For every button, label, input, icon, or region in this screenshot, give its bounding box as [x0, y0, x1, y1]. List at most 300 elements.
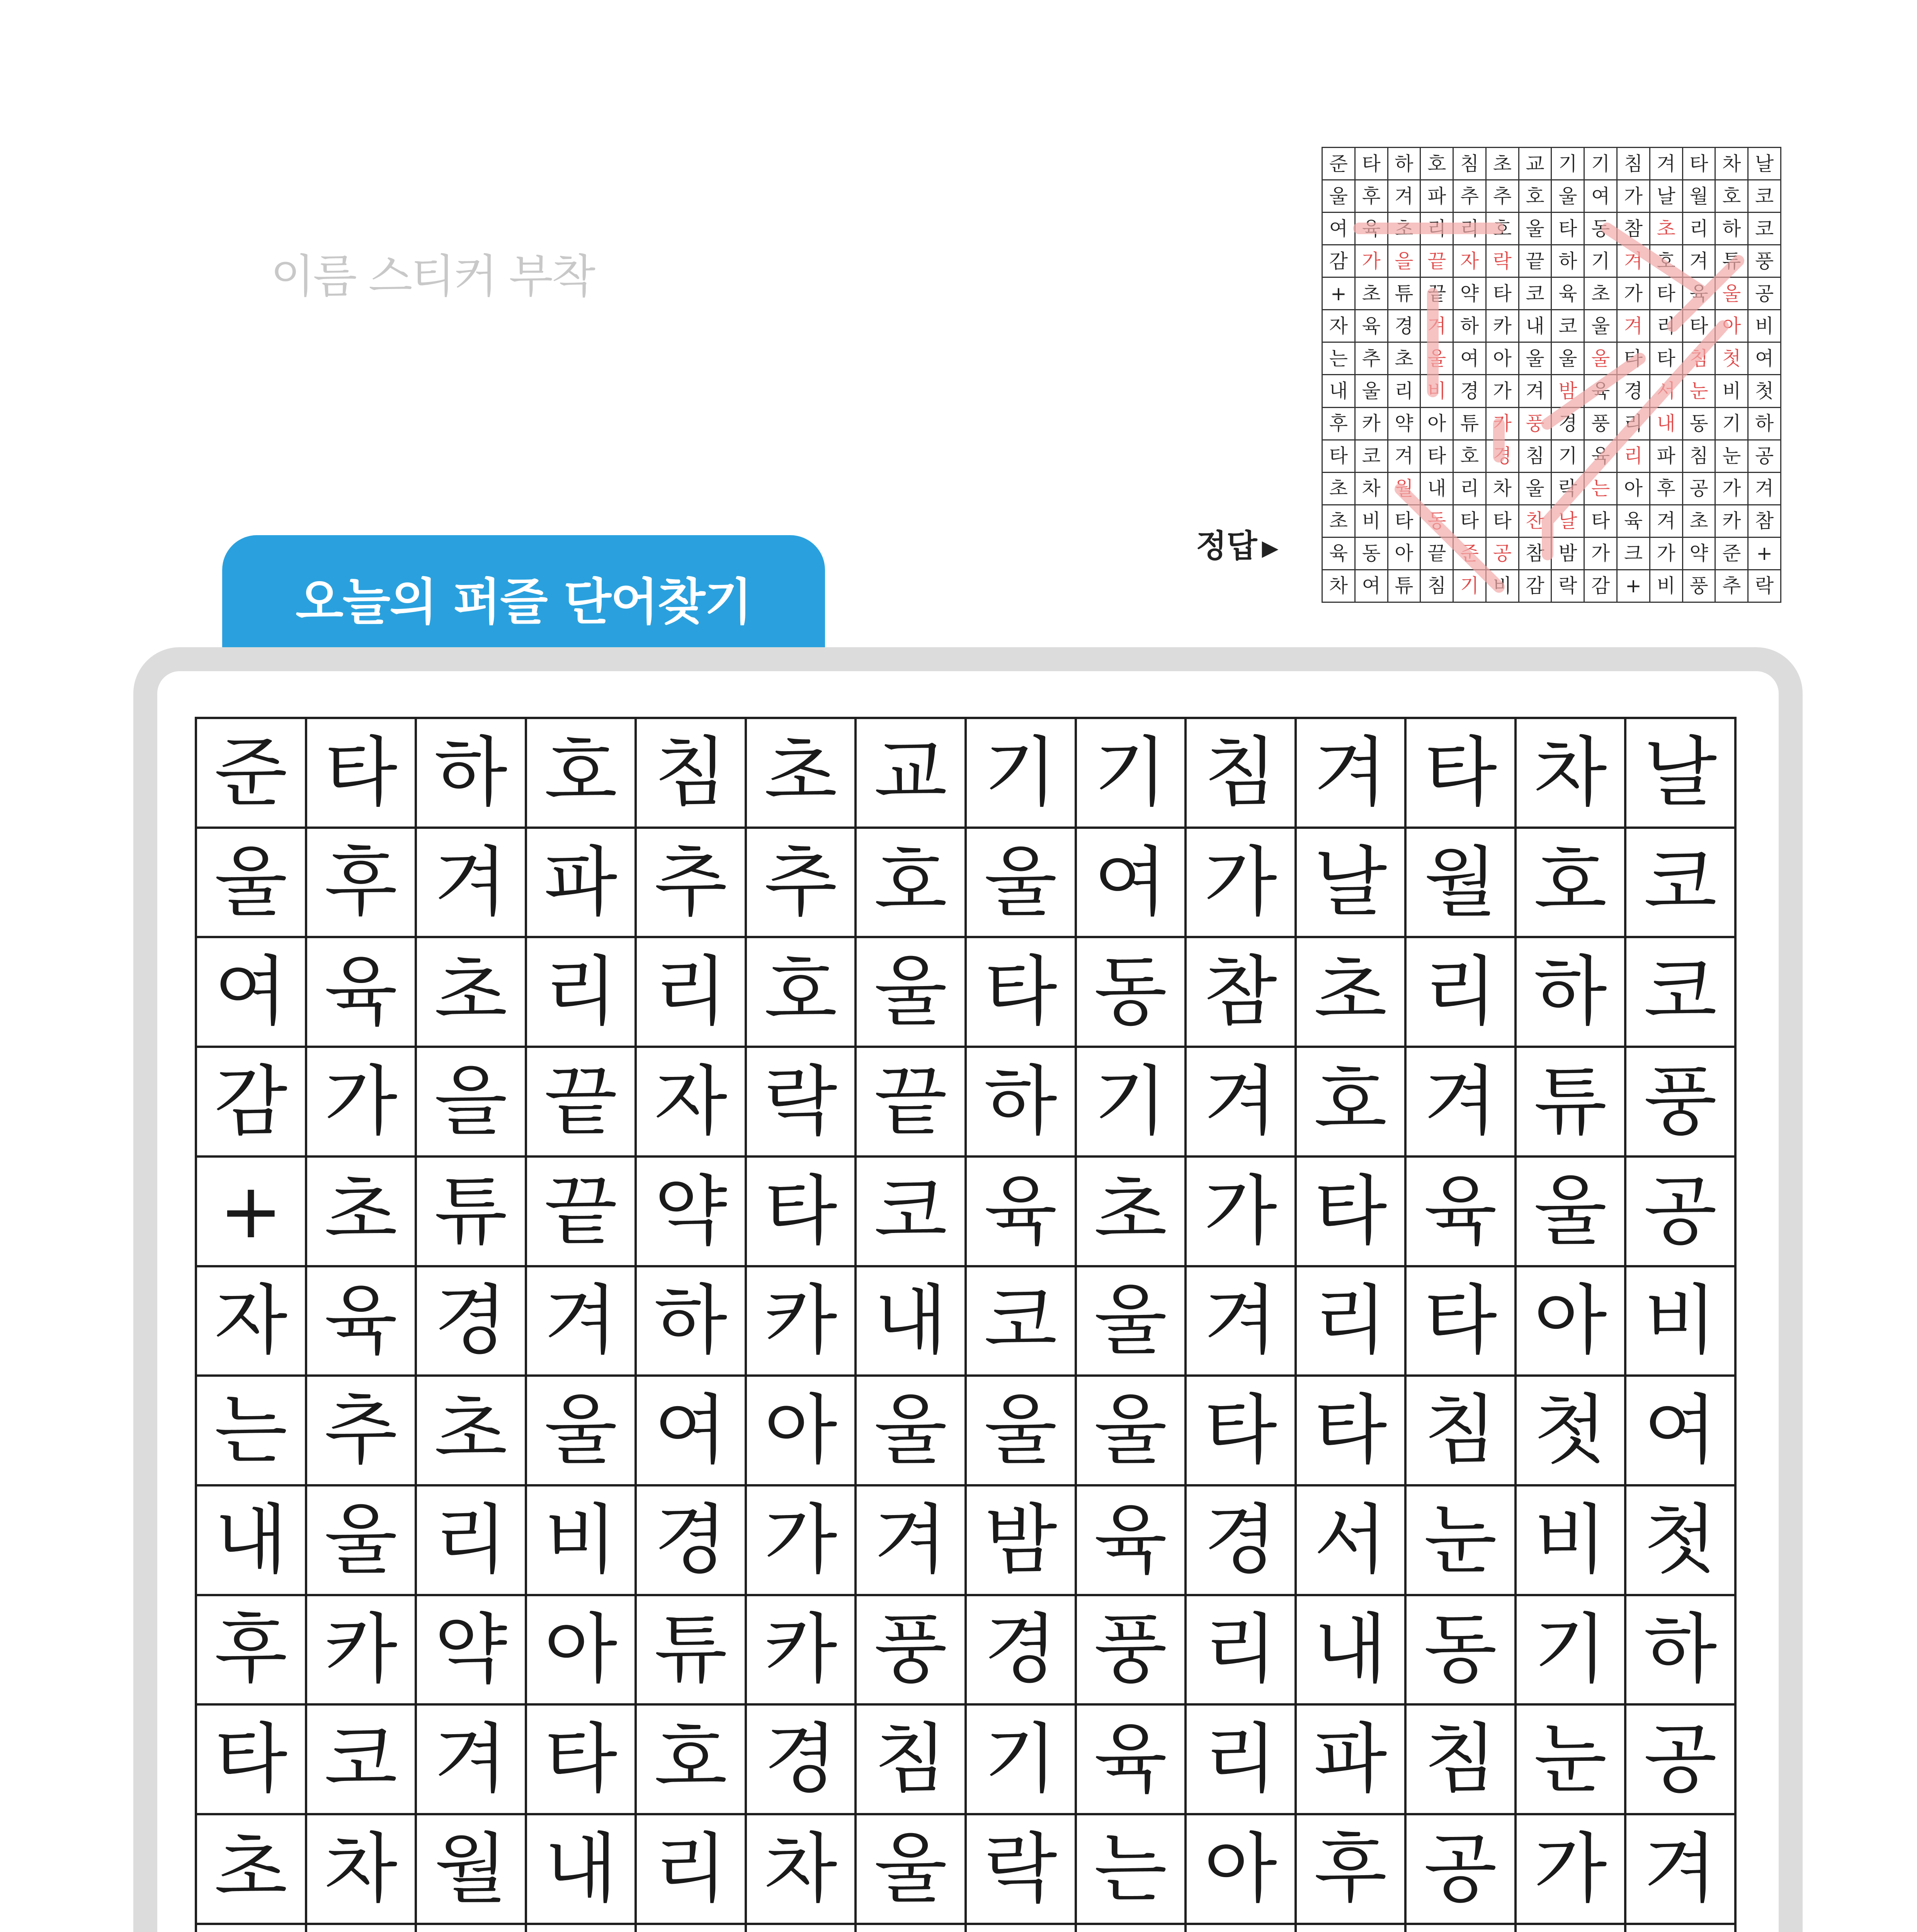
- grid-cell: 밤: [966, 1485, 1076, 1595]
- grid-row: [196, 1924, 1735, 1932]
- grid-cell: 겨: [1186, 1266, 1296, 1376]
- grid-cell: 동: [1076, 937, 1186, 1047]
- grid-cell: 약: [416, 1595, 526, 1705]
- grid-cell: 호: [526, 718, 636, 828]
- puzzle-title: 오늘의 퍼즐 단어찾기: [296, 573, 752, 631]
- grid-cell: 참: [1519, 537, 1551, 570]
- grid-cell: 내: [1322, 375, 1355, 407]
- grid-cell: 경: [416, 1266, 526, 1376]
- grid-cell: 참: [1186, 937, 1296, 1047]
- grid-row: [196, 1376, 1735, 1485]
- grid-cell: 하: [1551, 245, 1584, 277]
- grid-cell: 겨: [1617, 310, 1650, 342]
- grid-cell: 하: [1625, 1595, 1735, 1705]
- grid-cell: 참: [1748, 505, 1781, 537]
- grid-cell: 을: [1388, 245, 1420, 277]
- grid-cell: 타: [1584, 505, 1617, 537]
- grid-cell: 약: [1388, 407, 1420, 440]
- grid-cell: 육: [1551, 277, 1584, 310]
- grid-cell: 크: [1617, 537, 1650, 570]
- grid-cell: 후: [1650, 472, 1682, 505]
- grid-cell: 호: [746, 937, 856, 1047]
- grid-cell: 락: [966, 1814, 1076, 1924]
- grid-cell: 아: [1617, 472, 1650, 505]
- answer-label-text: 정답: [1196, 528, 1257, 565]
- grid-cell: 타: [1486, 505, 1519, 537]
- grid-cell: 울: [1519, 213, 1551, 245]
- grid-cell: 동: [1420, 505, 1453, 537]
- grid-cell: 육: [966, 1156, 1076, 1266]
- grid-cell: 비: [526, 1485, 636, 1595]
- grid-row: [1322, 277, 1781, 310]
- grid-cell: 카: [1355, 407, 1388, 440]
- grid-cell: 참: [1617, 213, 1650, 245]
- grid-cell: 밤: [1551, 537, 1584, 570]
- grid-cell: 공: [1682, 472, 1715, 505]
- grid-cell: 공: [1486, 537, 1519, 570]
- answer-label: [1196, 521, 1279, 566]
- grid-cell: 타: [1420, 440, 1453, 472]
- grid-cell: 가: [1186, 1156, 1296, 1266]
- grid-cell: 락: [1551, 570, 1584, 602]
- grid-cell: 호: [1516, 828, 1626, 937]
- grid-row: [1322, 213, 1781, 245]
- grid-cell: 서: [1296, 1485, 1406, 1595]
- grid-cell: 경: [636, 1485, 746, 1595]
- grid-cell: 동: [1682, 407, 1715, 440]
- grid-cell: 약: [636, 1156, 746, 1266]
- grid-cell: 초: [1076, 1156, 1186, 1266]
- grid-cell: 타: [1682, 148, 1715, 180]
- grid-cell: 타: [1650, 342, 1682, 375]
- grid-cell: [306, 1924, 416, 1932]
- grid-cell: 는: [1076, 1814, 1186, 1924]
- grid-cell: [416, 1924, 526, 1932]
- grid-cell: 하: [1748, 407, 1781, 440]
- grid-cell: [1625, 1924, 1735, 1932]
- grid-cell: 파: [1296, 1704, 1406, 1814]
- grid-row: [1322, 245, 1781, 277]
- grid-cell: 끝: [1420, 537, 1453, 570]
- grid-cell: 겨: [856, 1485, 966, 1595]
- grid-cell: 끝: [526, 1156, 636, 1266]
- grid-cell: 울: [1519, 472, 1551, 505]
- grid-cell: 울: [1076, 1266, 1186, 1376]
- grid-row: [1322, 537, 1781, 570]
- grid-cell: 타: [1453, 505, 1486, 537]
- grid-cell: 초: [1584, 277, 1617, 310]
- grid-cell: 리: [1186, 1704, 1296, 1814]
- grid-cell: 호: [1486, 213, 1519, 245]
- grid-cell: 경: [746, 1704, 856, 1814]
- grid-cell: 첫: [1748, 375, 1781, 407]
- grid-cell: 첫: [1516, 1376, 1626, 1485]
- grid-cell: 타: [1551, 213, 1584, 245]
- grid-cell: 을: [416, 1047, 526, 1156]
- grid-cell: 타: [1682, 310, 1715, 342]
- grid-cell: 리: [1420, 213, 1453, 245]
- grid-cell: 육: [306, 937, 416, 1047]
- grid-cell: 여: [196, 937, 306, 1047]
- grid-cell: 비: [1486, 570, 1519, 602]
- grid-cell: 여: [1748, 342, 1781, 375]
- grid-cell: 후: [1322, 407, 1355, 440]
- grid-cell: 경: [1551, 407, 1584, 440]
- grid-cell: 파: [1420, 180, 1453, 213]
- grid-cell: 코: [1748, 180, 1781, 213]
- grid-cell: [526, 1924, 636, 1932]
- grid-cell: 침: [856, 1704, 966, 1814]
- grid-cell: 풍: [1682, 570, 1715, 602]
- grid-cell: 리: [1296, 1266, 1406, 1376]
- grid-cell: 튜: [636, 1595, 746, 1705]
- grid-cell: 리: [1617, 407, 1650, 440]
- grid-cell: 초: [1388, 213, 1420, 245]
- grid-cell: 준: [1715, 537, 1748, 570]
- grid-cell: +: [1748, 537, 1781, 570]
- grid-cell: 경: [1186, 1485, 1296, 1595]
- grid-cell: 튜: [416, 1156, 526, 1266]
- grid-cell: 비: [1748, 310, 1781, 342]
- grid-cell: 타: [1322, 440, 1355, 472]
- grid-cell: 겨: [1186, 1047, 1296, 1156]
- grid-cell: 공: [1748, 440, 1781, 472]
- grid-cell: 여: [1322, 213, 1355, 245]
- grid-cell: 하: [636, 1266, 746, 1376]
- grid-row: [196, 1047, 1735, 1156]
- grid-cell: 가: [1715, 472, 1748, 505]
- grid-cell: 가: [1186, 828, 1296, 937]
- grid-cell: 락: [1748, 570, 1781, 602]
- grid-cell: [746, 1924, 856, 1932]
- grid-cell: 끝: [856, 1047, 966, 1156]
- grid-cell: 아: [1420, 407, 1453, 440]
- grid-cell: 가: [1617, 180, 1650, 213]
- grid-cell: 교: [856, 718, 966, 828]
- grid-cell: 서: [1650, 375, 1682, 407]
- grid-cell: 는: [196, 1376, 306, 1485]
- grid-cell: 여: [1076, 828, 1186, 937]
- grid-cell: 코: [1551, 310, 1584, 342]
- grid-cell: 차: [1322, 570, 1355, 602]
- grid-cell: 카: [746, 1266, 856, 1376]
- grid-cell: 가: [746, 1485, 856, 1595]
- grid-cell: 육: [1322, 537, 1355, 570]
- grid-cell: 코: [1748, 213, 1781, 245]
- grid-cell: 초: [746, 718, 856, 828]
- grid-cell: 침: [1519, 440, 1551, 472]
- grid-cell: 겨: [1650, 148, 1682, 180]
- grid-cell: 겨: [1405, 1047, 1516, 1156]
- grid-cell: 육: [1076, 1704, 1186, 1814]
- grid-cell: 가: [1486, 375, 1519, 407]
- grid-cell: 리: [526, 937, 636, 1047]
- grid-cell: 울: [1076, 1376, 1186, 1485]
- grid-cell: 울: [1355, 375, 1388, 407]
- grid-cell: 하: [1715, 213, 1748, 245]
- grid-row: [1322, 407, 1781, 440]
- grid-cell: 눈: [1715, 440, 1748, 472]
- grid-row: [196, 718, 1735, 828]
- name-sticker-placeholder: 이름 스티커 부착: [270, 250, 594, 303]
- grid-cell: 기: [966, 1704, 1076, 1814]
- grid-cell: 겨: [1625, 1814, 1735, 1924]
- grid-cell: 육: [1076, 1485, 1186, 1595]
- grid-cell: 끝: [1420, 245, 1453, 277]
- grid-cell: 타: [1617, 342, 1650, 375]
- arrow-right-icon: ▶: [1262, 536, 1279, 561]
- grid-cell: 추: [1355, 342, 1388, 375]
- grid-cell: 찬: [1519, 505, 1551, 537]
- grid-cell: 울: [1516, 1156, 1626, 1266]
- grid-cell: 튜: [1453, 407, 1486, 440]
- grid-cell: 겨: [1682, 245, 1715, 277]
- grid-cell: 끝: [526, 1047, 636, 1156]
- grid-cell: 리: [1682, 213, 1715, 245]
- grid-cell: 카: [1486, 407, 1519, 440]
- grid-cell: 타: [746, 1156, 856, 1266]
- grid-cell: 초: [1388, 342, 1420, 375]
- grid-cell: 울: [1584, 310, 1617, 342]
- grid-cell: 타: [1296, 1156, 1406, 1266]
- grid-cell: 여: [1584, 180, 1617, 213]
- grid-cell: 파: [526, 828, 636, 937]
- grid-cell: 육: [1682, 277, 1715, 310]
- grid-cell: [1405, 1924, 1516, 1932]
- grid-cell: 경: [1388, 310, 1420, 342]
- grid-cell: 초: [1296, 937, 1406, 1047]
- grid-cell: 호: [1715, 180, 1748, 213]
- grid-row: [196, 1704, 1735, 1814]
- grid-cell: 하: [416, 718, 526, 828]
- grid-cell: 여: [1453, 342, 1486, 375]
- grid-cell: 리: [1453, 472, 1486, 505]
- grid-cell: 풍: [1584, 407, 1617, 440]
- grid-cell: 날: [1296, 828, 1406, 937]
- grid-cell: 약: [1453, 277, 1486, 310]
- grid-cell: 기: [1715, 407, 1748, 440]
- grid-cell: 추: [1715, 570, 1748, 602]
- grid-cell: 월: [416, 1814, 526, 1924]
- grid-cell: 울: [856, 1376, 966, 1485]
- grid-cell: 약: [1682, 537, 1715, 570]
- grid-cell: 추: [1486, 180, 1519, 213]
- grid-cell: 파: [1650, 440, 1682, 472]
- grid-row: [196, 937, 1735, 1047]
- grid-cell: 육: [1584, 375, 1617, 407]
- grid-cell: 비: [1715, 375, 1748, 407]
- grid-cell: 하: [1516, 937, 1626, 1047]
- grid-cell: 리: [1453, 213, 1486, 245]
- grid-row: [1322, 342, 1781, 375]
- grid-cell: 준: [1453, 537, 1486, 570]
- grid-cell: 리: [636, 937, 746, 1047]
- grid-cell: 여: [1355, 570, 1388, 602]
- grid-cell: 초: [1355, 277, 1388, 310]
- grid-cell: 겨: [416, 1704, 526, 1814]
- puzzle-title-tab: [222, 535, 825, 651]
- grid-cell: 차: [1715, 148, 1748, 180]
- grid-cell: 감: [1584, 570, 1617, 602]
- grid-cell: 타: [1650, 277, 1682, 310]
- grid-cell: 내: [1420, 472, 1453, 505]
- grid-cell: 호: [1420, 148, 1453, 180]
- grid-cell: 침: [1682, 440, 1715, 472]
- grid-cell: 차: [1355, 472, 1388, 505]
- grid-cell: 경: [1486, 440, 1519, 472]
- grid-cell: 육: [1355, 310, 1388, 342]
- grid-cell: 리: [1650, 310, 1682, 342]
- grid-cell: +: [1322, 277, 1355, 310]
- grid-cell: 기: [1584, 245, 1617, 277]
- grid-cell: 호: [1453, 440, 1486, 472]
- grid-cell: 코: [1625, 937, 1735, 1047]
- grid-cell: 튜: [1388, 277, 1420, 310]
- grid-cell: 울: [1519, 342, 1551, 375]
- grid-cell: 타: [306, 718, 416, 828]
- grid-row: [1322, 505, 1781, 537]
- grid-cell: 겨: [416, 828, 526, 937]
- grid-cell: 기: [1551, 440, 1584, 472]
- grid-cell: 첫: [1625, 1485, 1735, 1595]
- grid-cell: 초: [1322, 472, 1355, 505]
- grid-cell: 아: [1516, 1266, 1626, 1376]
- grid-cell: 하: [1388, 148, 1420, 180]
- grid-cell: [1516, 1924, 1626, 1932]
- grid-cell: 아: [1486, 342, 1519, 375]
- grid-cell: 내: [856, 1266, 966, 1376]
- grid-cell: 후: [1296, 1814, 1406, 1924]
- grid-cell: 아: [1715, 310, 1748, 342]
- grid-cell: 겨: [1748, 472, 1781, 505]
- grid-cell: 육: [306, 1266, 416, 1376]
- grid-cell: 울: [966, 1376, 1076, 1485]
- grid-cell: 월: [1682, 180, 1715, 213]
- grid-row: [1322, 310, 1781, 342]
- grid-cell: [1076, 1924, 1186, 1932]
- grid-cell: 울: [306, 1485, 416, 1595]
- grid-cell: 가: [1355, 245, 1388, 277]
- grid-cell: 카: [746, 1595, 856, 1705]
- grid-cell: 눈: [1516, 1704, 1626, 1814]
- grid-cell: [1296, 1924, 1406, 1932]
- grid-cell: 내: [526, 1814, 636, 1924]
- grid-cell: 호: [1519, 180, 1551, 213]
- grid-cell: 기: [1551, 148, 1584, 180]
- grid-cell: 울: [966, 828, 1076, 937]
- grid-cell: 울: [856, 937, 966, 1047]
- grid-cell: 비: [1625, 1266, 1735, 1376]
- grid-cell: 차: [306, 1814, 416, 1924]
- grid-cell: 침: [1405, 1704, 1516, 1814]
- grid-cell: 차: [1516, 718, 1626, 828]
- grid-cell: 준: [1322, 148, 1355, 180]
- grid-cell: 여: [636, 1376, 746, 1485]
- grid-cell: 초: [1682, 505, 1715, 537]
- grid-cell: 동: [1584, 213, 1617, 245]
- grid-cell: 가: [1650, 537, 1682, 570]
- grid-cell: 기: [1584, 148, 1617, 180]
- grid-cell: 타: [526, 1704, 636, 1814]
- grid-cell: 추: [1453, 180, 1486, 213]
- grid-cell: 타: [1186, 1376, 1296, 1485]
- grid-cell: 카: [1486, 310, 1519, 342]
- grid-cell: 공: [1748, 277, 1781, 310]
- grid-cell: 울: [1715, 277, 1748, 310]
- grid-cell: 가: [1617, 277, 1650, 310]
- grid-cell: 추: [306, 1376, 416, 1485]
- grid-cell: 초: [1650, 213, 1682, 245]
- grid-cell: 날: [1551, 505, 1584, 537]
- grid-cell: 겨: [1388, 440, 1420, 472]
- grid-cell: 월: [1388, 472, 1420, 505]
- grid-cell: 기: [1453, 570, 1486, 602]
- grid-cell: 겨: [1296, 718, 1406, 828]
- grid-cell: 교: [1519, 148, 1551, 180]
- grid-cell: 초: [1322, 505, 1355, 537]
- grid-cell: 감: [1322, 245, 1355, 277]
- grid-cell: 자: [1322, 310, 1355, 342]
- grid-cell: 타: [1486, 277, 1519, 310]
- grid-cell: 기: [1076, 718, 1186, 828]
- grid-cell: 경: [1617, 375, 1650, 407]
- grid-cell: 가: [1584, 537, 1617, 570]
- grid-cell: 리: [1405, 937, 1516, 1047]
- grid-cell: 아: [746, 1376, 856, 1485]
- grid-cell: [1186, 1924, 1296, 1932]
- grid-cell: 타: [1405, 1266, 1516, 1376]
- grid-cell: 울: [856, 1814, 966, 1924]
- grid-cell: 카: [306, 1595, 416, 1705]
- grid-cell: 초: [196, 1814, 306, 1924]
- grid-cell: 겨: [1388, 180, 1420, 213]
- grid-row: [196, 1156, 1735, 1266]
- grid-cell: 날: [1650, 180, 1682, 213]
- grid-cell: 비: [1516, 1485, 1626, 1595]
- grid-cell: 아: [1388, 537, 1420, 570]
- grid-cell: 리: [1186, 1595, 1296, 1705]
- grid-cell: +: [196, 1156, 306, 1266]
- grid-cell: 초: [306, 1156, 416, 1266]
- grid-cell: 공: [1405, 1814, 1516, 1924]
- grid-cell: 육: [1617, 505, 1650, 537]
- answer-key: [1322, 147, 1781, 603]
- grid-cell: 내: [1650, 407, 1682, 440]
- grid-row: [1322, 440, 1781, 472]
- grid-cell: 겨: [1420, 310, 1453, 342]
- grid-cell: 날: [1748, 148, 1781, 180]
- grid-cell: 코: [966, 1266, 1076, 1376]
- grid-cell: 비: [1650, 570, 1682, 602]
- grid-cell: 추: [746, 828, 856, 937]
- grid-cell: 후: [306, 828, 416, 937]
- grid-cell: 눈: [1682, 375, 1715, 407]
- grid-cell: 풍: [1748, 245, 1781, 277]
- grid-cell: 겨: [1519, 375, 1551, 407]
- grid-cell: 타: [1296, 1376, 1406, 1485]
- grid-cell: 타: [966, 937, 1076, 1047]
- grid-cell: 침: [1617, 148, 1650, 180]
- grid-cell: 후: [196, 1595, 306, 1705]
- grid-cell: 풍: [1076, 1595, 1186, 1705]
- grid-row: [1322, 375, 1781, 407]
- grid-cell: 아: [526, 1595, 636, 1705]
- grid-cell: 타: [1405, 718, 1516, 828]
- grid-cell: 초: [416, 1376, 526, 1485]
- answer-grid: [1322, 147, 1781, 603]
- grid-row: [196, 1485, 1735, 1595]
- grid-cell: 가: [306, 1047, 416, 1156]
